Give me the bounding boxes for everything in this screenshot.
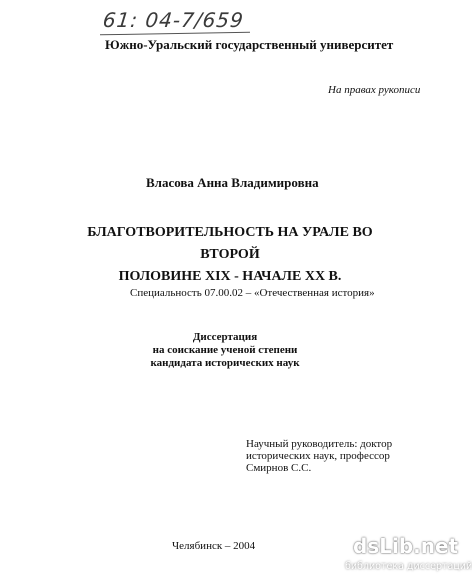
rights-note: На правах рукописи <box>328 84 421 96</box>
archive-code-handwritten: 61: 04-7/659 <box>101 8 246 32</box>
watermark-logo[interactable]: dsLib.net <box>353 534 459 558</box>
title-line: БЛАГОТВОРИТЕЛЬНОСТЬ НА УРАЛЕ ВО ВТОРОЙ <box>87 225 373 262</box>
dissertation-title <box>60 222 400 288</box>
university-name: Южно-Уральский государственный университет <box>105 37 394 52</box>
title-line: ПОЛОВИНЕ XIX - НАЧАЛЕ XX В. <box>118 269 342 284</box>
dissertation-degree <box>100 331 350 370</box>
specialty-line: Специальность 07.00.02 – «Отечественная история» <box>130 287 375 299</box>
city-year: Челябинск – 2004 <box>172 540 256 552</box>
supervisor-line: исторических наук, профессор <box>246 450 390 462</box>
degree-line: на соискание ученой степени <box>152 344 298 356</box>
degree-line: Диссертация <box>192 331 258 343</box>
degree-line: кандидата исторических наук <box>150 357 300 369</box>
supervisor-line: Смирнов С.С. <box>246 462 312 474</box>
author-name: Власова Анна Владимировна <box>146 175 319 190</box>
watermark-tagline: библиотека диссертаций <box>345 561 472 572</box>
supervisor-block <box>246 438 426 474</box>
dslib-watermark[interactable] <box>345 534 472 582</box>
archive-code-underline <box>100 32 250 36</box>
supervisor-line: Научный руководитель: доктор <box>246 438 393 450</box>
